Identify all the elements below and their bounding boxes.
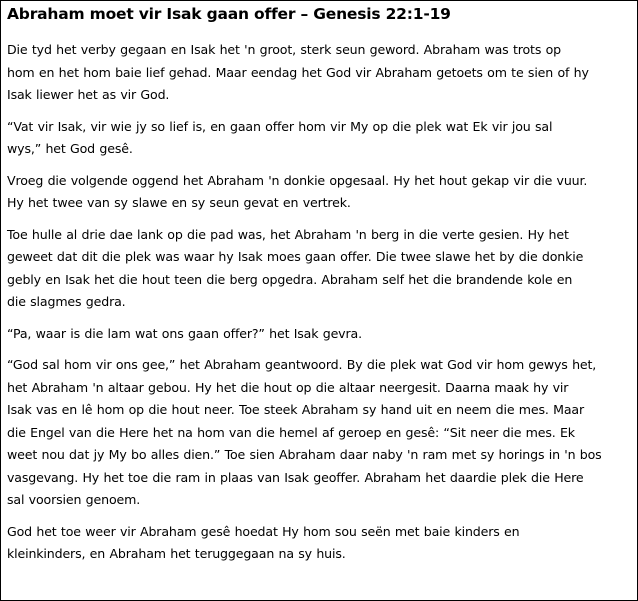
story-paragraph <box>7 116 631 161</box>
paragraph-line: geweet dat dit die plek was waar hy Isak moes gaan offer. Die twee slawe het by die donkie <box>7 249 584 264</box>
paragraph-line: God het toe weer vir Abraham gesê hoedat Hy hom sou seën met baie kinders en <box>7 523 520 539</box>
story-title: Abraham moet vir Isak gaan offer – Genesis 22:1-19 <box>7 5 451 23</box>
paragraph-line: die slagmes gedra. <box>7 294 126 309</box>
paragraph-line: sal voorsien genoem. <box>7 492 141 507</box>
paragraph-line: die Engel van die Here het na hom van die hemel af geroep en gesê: “Sit neer die mes. Ek <box>7 424 575 440</box>
paragraph-line: gebly en Isak het die hout teen die berg opgedra. Abraham self het die brandende kole en <box>7 271 573 287</box>
paragraph-line: “God sal hom vir ons gee,” het Abraham geantwoord. By die plek wat God vir hom gewys het, <box>7 357 597 372</box>
paragraph-line: Toe hulle al drie dae lank op die pad was, het Abraham 'n berg in die verte gesien. Hy het <box>7 226 569 242</box>
paragraph-line: weet nou dat jy My bo alles dien.” Toe sien Abraham daar naby 'n ram met sy horings in 'n bos <box>7 447 602 462</box>
paragraph-line: Isak vas en lê hom op die hout neer. Toe steek Abraham sy hand uit en neem die mes. Maar <box>7 402 585 417</box>
story-paragraph <box>7 39 631 107</box>
paragraph-line: Die tyd het verby gegaan en Isak het 'n groot, sterk seun geword. Abraham was trots op <box>7 42 561 57</box>
paragraph-line: Vroeg die volgende oggend het Abraham 'n donkie opgesaal. Hy het hout gekap vir die vuur. <box>7 172 588 188</box>
story-paragraph <box>7 323 631 346</box>
story-paragraph <box>7 354 631 512</box>
paragraph-line: kleinkinders, en Abraham het teruggegaan na sy huis. <box>7 546 346 561</box>
paragraph-line: het Abraham 'n altaar gebou. Hy het die hout op die altaar neergesit. Daarna maak hy vir <box>7 379 569 395</box>
story-paragraph <box>7 521 631 566</box>
paragraph-line: “Vat vir Isak, vir wie jy so lief is, en gaan offer hom vir My op die plek wat Ek vir jou sal <box>7 118 553 134</box>
paragraph-line: vasgevang. Hy het toe die ram in plaas van Isak geoffer. Abraham het daardie plek die Here <box>7 469 584 485</box>
paragraph-line: Hy het twee van sy slawe en sy seun gevat en vertrek. <box>7 195 351 210</box>
paragraph-line: “Pa, waar is die lam wat ons gaan offer?” het Isak gevra. <box>7 325 362 341</box>
paragraph-line: hom en het hom baie lief gehad. Maar eendag het God vir Abraham getoets om te sien of hy <box>7 64 589 80</box>
story-paragraph <box>7 224 631 314</box>
story-paragraph <box>7 170 631 215</box>
paragraph-line: Isak liewer het as vir God. <box>7 87 170 102</box>
paragraph-line: wys,” het God gesê. <box>7 141 133 156</box>
story-body <box>7 39 631 575</box>
